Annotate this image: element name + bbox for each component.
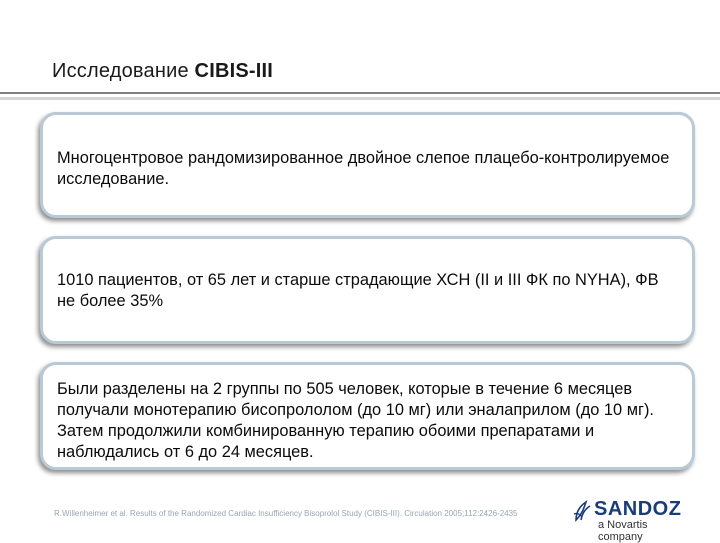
study-design-box (40, 112, 695, 218)
slide-title-study-name: CIBIS-III (194, 60, 274, 82)
treatment-groups-text: Были разделены на 2 группы по 505 человек, которые в течение 6 месяцев получали монотерапию бисопрололом (до 10 мг) или эналаприлом (до 10 мг). Затем продолжили комбинированную терапию обоими препаратами и наблюдались от 6 до 24 месяцев. (57, 380, 654, 461)
slide-title (52, 60, 273, 83)
slide-title-prefix: Исследование (52, 60, 195, 82)
logo-tagline: a Novartis company (598, 519, 648, 543)
logo-name: SANDOZ (594, 498, 682, 520)
treatment-groups-box (40, 362, 695, 470)
sandoz-leaf-icon (572, 500, 592, 522)
title-divider-dark (0, 92, 720, 94)
citation-footnote: R.Willenheimer et al. Results of the Randomized Cardiac Insufficiency Bisoprolol Study (CIBIS-III). Circulation 2005;112:2426-2435 (54, 509, 518, 518)
study-design-text: Многоцентровое рандомизированное двойное слепое плацебо-контролируемое исследование. (57, 149, 670, 188)
patient-population-box (40, 236, 695, 344)
title-divider-light (0, 97, 720, 100)
sandoz-logo (572, 498, 694, 543)
patient-population-text: 1010 пациентов, от 65 лет и старше страдающие ХСН (II и III ФК по NYHA), ФВ не более 35% (57, 271, 659, 310)
